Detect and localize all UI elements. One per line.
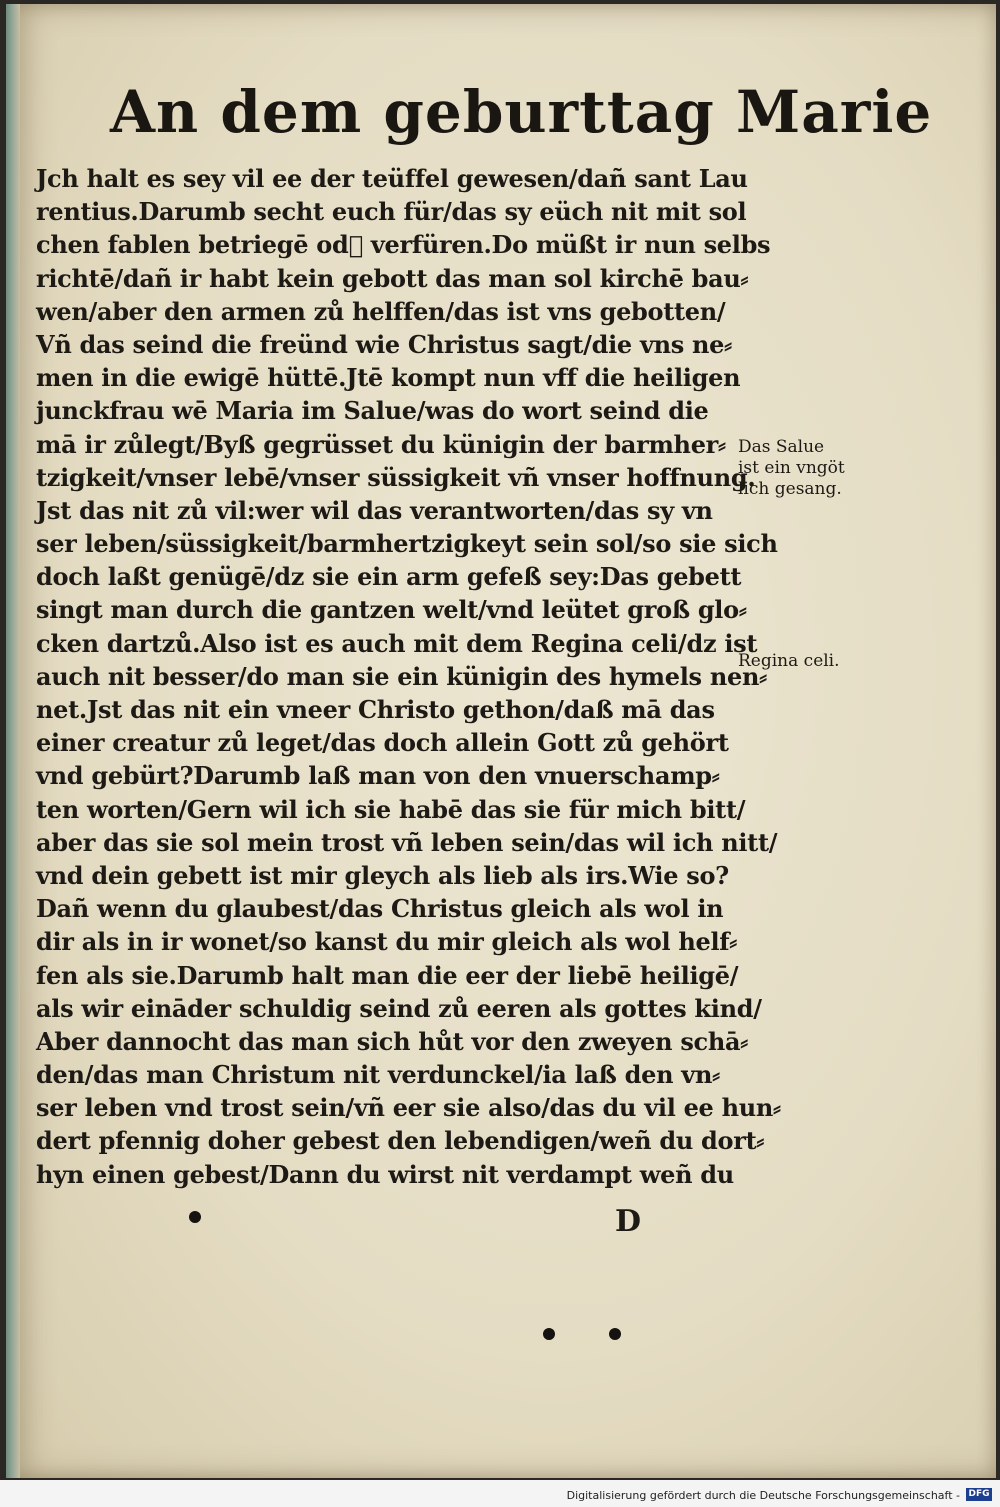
text-line: doch laßt genügē/dz sie ein arm gefeß sey:Das gebett xyxy=(36,562,742,592)
ink-dot xyxy=(543,1328,555,1340)
text-line: mā ir zůlegt/Byß gegrüsset du künigin der barmher⸗ xyxy=(36,429,726,459)
text-line: einer creatur zů leget/das doch allein Gott zů gehört xyxy=(36,728,729,758)
text-line: vnd dein gebett ist mir gleych als lieb als irs.Wie so? xyxy=(36,860,729,890)
margin-note-regina: Regina celi. xyxy=(738,651,840,671)
text-line: den/das man Christum nit verdunckel/ia laß den vn⸗ xyxy=(36,1060,720,1090)
text-line: tzigkeit/vnser lebē/vnser süssigkeit vñ vnser hoffnung. xyxy=(36,462,756,492)
text-line: net.Jst das nit ein vneer Christo gethon/daß mā das xyxy=(36,695,715,724)
text-line: rentius.Darumb secht euch für/das sy eüch nit mit sol xyxy=(36,197,747,227)
signature-mark: D xyxy=(615,1204,642,1239)
text-line: hyn einen gebest/Dann du wirst nit verdampt weñ du xyxy=(36,1159,734,1189)
binding-edge xyxy=(6,4,20,1478)
text-line: dert pfennig doher gebest den lebendigen/weñ du dort⸗ xyxy=(36,1126,765,1156)
text-line: dir als in ir wonet/so kanst du mir gleich als wol helf⸗ xyxy=(36,927,737,957)
body-text xyxy=(36,162,781,1191)
text-line: richtē/dañ ir habt kein gebott das man sol kirchē bau⸗ xyxy=(36,263,749,293)
margin-note-line: lich gesang. xyxy=(738,479,842,499)
text-line: als wir eināder schuldig seind zů eeren als gottes kind/ xyxy=(36,993,762,1023)
text-line: Jch halt es sey vil ee der teüffel gewesen/dañ sant Lau xyxy=(36,164,748,193)
text-line: Dañ wenn du glaubest/das Christus gleich als wol in xyxy=(36,894,724,924)
text-line: Aber dannocht das man sich hůt vor den zweyen schā⸗ xyxy=(36,1026,748,1056)
margin-note-salue xyxy=(738,437,845,500)
text-line: Jst das nit zů vil:wer wil das verantworten/das sy vn xyxy=(36,495,713,525)
text-line: vnd gebürt?Darumb laß man von den vnuerschamp⸗ xyxy=(36,761,720,791)
text-line: wen/aber den armen zů helffen/das ist vns gebotten/ xyxy=(36,296,726,326)
text-line: Vñ das seind die freünd wie Christus sagt/die vns ne⸗ xyxy=(36,329,732,359)
text-line: auch nit besser/do man sie ein künigin des hymels nen⸗ xyxy=(36,661,767,691)
footer-credit: Digitalisierung gefördert durch die Deutsche Forschungsgemeinschaft - xyxy=(566,1489,960,1502)
text-line: cken dartzů.Also ist es auch mit dem Regina celi/dz ist xyxy=(36,628,758,658)
margin-note-line: ist ein vngöt xyxy=(738,458,845,478)
text-line: fen als sie.Darumb halt man die eer der liebē heiligē/ xyxy=(36,960,739,990)
ink-dot xyxy=(189,1211,201,1223)
text-line: men in die ewigē hüttē.Jtē kompt nun vff die heiligen xyxy=(36,363,741,393)
text-line: ser leben vnd trost sein/vñ eer sie also/das du vil ee hun⸗ xyxy=(36,1093,781,1123)
text-line: aber das sie sol mein trost vñ leben sein/das wil ich nitt/ xyxy=(36,827,778,857)
page-heading: An dem geburttag Marie xyxy=(110,78,933,146)
text-line: singt man durch die gantzen welt/vnd leütet groß glo⸗ xyxy=(36,595,747,625)
text-line: ten worten/Gern wil ich sie habē das sie für mich bitt/ xyxy=(36,794,746,824)
ink-dot xyxy=(609,1328,621,1340)
dfg-logo: DFG xyxy=(966,1488,992,1501)
margin-note-line: Das Salue xyxy=(738,437,825,457)
text-line: ser leben/süssigkeit/barmhertzigkeyt sein sol/so sie sich xyxy=(36,529,778,559)
text-line: chen fablen betriegē od᷑ verfüren.Do müßt ir nun selbs xyxy=(36,230,771,260)
text-line: junckfrau wē Maria im Salue/was do wort seind die xyxy=(36,396,709,426)
